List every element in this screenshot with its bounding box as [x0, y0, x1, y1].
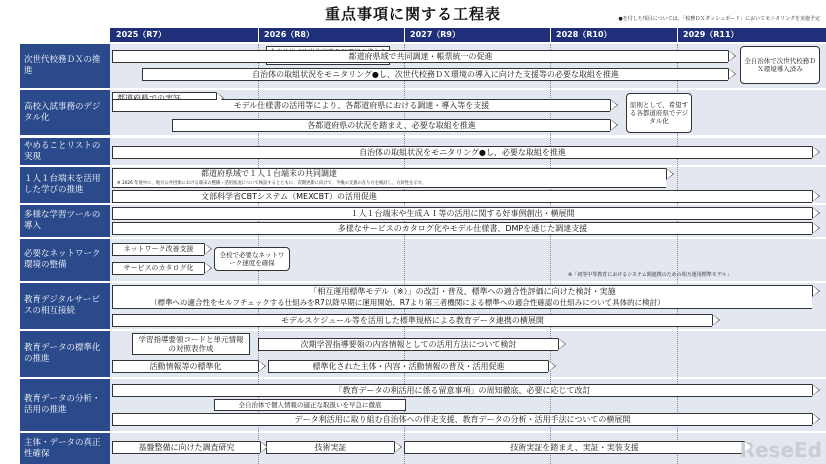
r9-privacy-box: 全自治体で個人情報の適正な取扱いを早急に徹底 [214, 399, 406, 411]
r10-research-arrow: 基盤整備に向けた調査研究 [112, 441, 260, 454]
year-2027: 2027（R9） [410, 30, 460, 39]
r8-next-guideline-arrow: 次期学習指導要領の内容情報としての活用方法について検討 [258, 338, 558, 351]
r6-catalog-arrow: サービスのカタログ化 [112, 262, 204, 275]
row-label-next-gen-dx: 次世代校務ＤＸの推進 [20, 44, 110, 88]
r5-best-practice-arrow: １人１台端末や生成ＡＩ等の活用に関する好事例創出・横展開 [112, 207, 812, 220]
page-title: 重点事項に関する工程表 [324, 5, 501, 23]
watermark-logo: ReseEd [739, 438, 822, 462]
r3-monitoring-arrow: 自治体の取組状況をモニタリング●し、必要な取組を推進 [112, 146, 812, 159]
row-label-network: 必要なネットワーク環境の整備 [20, 239, 110, 281]
r8-activity-arrow: 活動情報等の標準化 [112, 360, 258, 373]
row-label-standardization: 教育データの標準化の推進 [20, 331, 110, 377]
row-label-authenticity: 主体・データの真正性確保 [20, 433, 110, 464]
r1-goal-box: 全自治体で次世代校務ＤＸ環境導入済み [740, 46, 820, 84]
row-label-high-school-exam: 高校入試事務のデジタル化 [20, 90, 110, 135]
r6-network-support-arrow: ネットワーク改善支援 [112, 243, 204, 256]
r5-catalog-arrow: 多様なサービスのカタログ化やモデル仕様書、DMPを通じた調達支援 [112, 222, 812, 235]
r2-support-arrow: モデル仕様書の活用等により、各都道府県における調達・導入等を支援 [112, 99, 610, 112]
r9-notice-arrow: 「教育データの利活用に係る留意事項」の周知徹底、必要に応じて改訂 [112, 384, 812, 397]
r9-support-arrow: データ利活用に取り組む自治体への伴走支援、教育データの分析・活用手法についての横展開 [112, 413, 812, 426]
r1-joint-procurement-arrow: 都道府県域で共同調達・帳票統一の促進 [112, 50, 728, 63]
year-divider [258, 28, 259, 42]
row-label-data-analysis: 教育データの分析・活用の推進 [20, 379, 110, 431]
year-2028: 2028（R10） [556, 30, 612, 39]
r10-implementation-arrow: 技術実証を踏まえ、実証・実装支援 [404, 441, 744, 454]
r4-mexcbt-arrow: 文部科学省CBTシステム（MEXCBT）の活用促進 [112, 190, 812, 203]
r10-demo-arrow: 技術実証 [266, 441, 394, 454]
r6-footnote: ※「初等中等教育におけるシステム間連携のための相互運用標準モデル」 [568, 272, 732, 278]
row-label-interconnect: 教育デジタルサービスの相互接続 [20, 283, 110, 329]
year-divider [404, 28, 405, 42]
r1-monitoring-arrow: 自治体の取組状況をモニタリング●し、次世代校務ＤＸ環境の導入に向けた支援等の必要な取組を推進 [142, 68, 728, 81]
year-divider [677, 28, 678, 42]
r8-promote-arrow: 標準化された主体・内容・活動情報の普及・活用促進 [268, 360, 548, 373]
r7-data-link-arrow: モデルスケジュール等を活用した標準規格による教育データ連携の横展開 [112, 314, 712, 327]
year-2026: 2026（R8） [264, 30, 314, 39]
r2-goal-box: 原則として、希望する各都道府県でデジタル化 [626, 93, 692, 133]
r8-code-box: 学習指導要領コードと単元情報の対照表作成 [132, 333, 250, 355]
row-label-learning-tools: 多様な学習ツールの導入 [20, 205, 110, 237]
row-label-one-device: １人１台端末を活用した学びの推進 [20, 167, 110, 203]
monitoring-note: ●を付した項目については、「校務ＤＸダッシュボード」においてモニタリングを実施予定 [618, 16, 820, 22]
r2-promote-arrow: 各都道府県の状況を踏まえ、必要な取組を推進 [172, 119, 610, 132]
r7-standard-arrow: 「相互運用標準モデル（※）」の改訂・普及、標準への適合性評価に向けた検討・実施 [112, 285, 812, 309]
year-divider [550, 28, 551, 42]
r4-device-note: ※ 2026 年度中に、地方公共団体における端末の整備・活用状況について検証するとともに、次期更新に向けて、今後の支援の在り方を検討し、方針性を示す。 [117, 181, 426, 186]
r7-standard-detail: （標準への適合性をセルフチェックする仕組みをR7以降早期に運用開始、R7より第三者機関による標準への適合性確認の仕組みについて具体的に検討） [150, 298, 665, 307]
r6-speed-box: 全校で必要なネットワーク速度を確保 [214, 247, 290, 271]
year-2025: 2025（R7） [116, 30, 166, 39]
r4-device-procurement-arrow: 都道府県域で１人１台端末の共同調達 [112, 168, 666, 188]
row-label-stop-list: やめることリストの実現 [20, 138, 110, 165]
year-2029: 2029（R11） [683, 30, 739, 39]
